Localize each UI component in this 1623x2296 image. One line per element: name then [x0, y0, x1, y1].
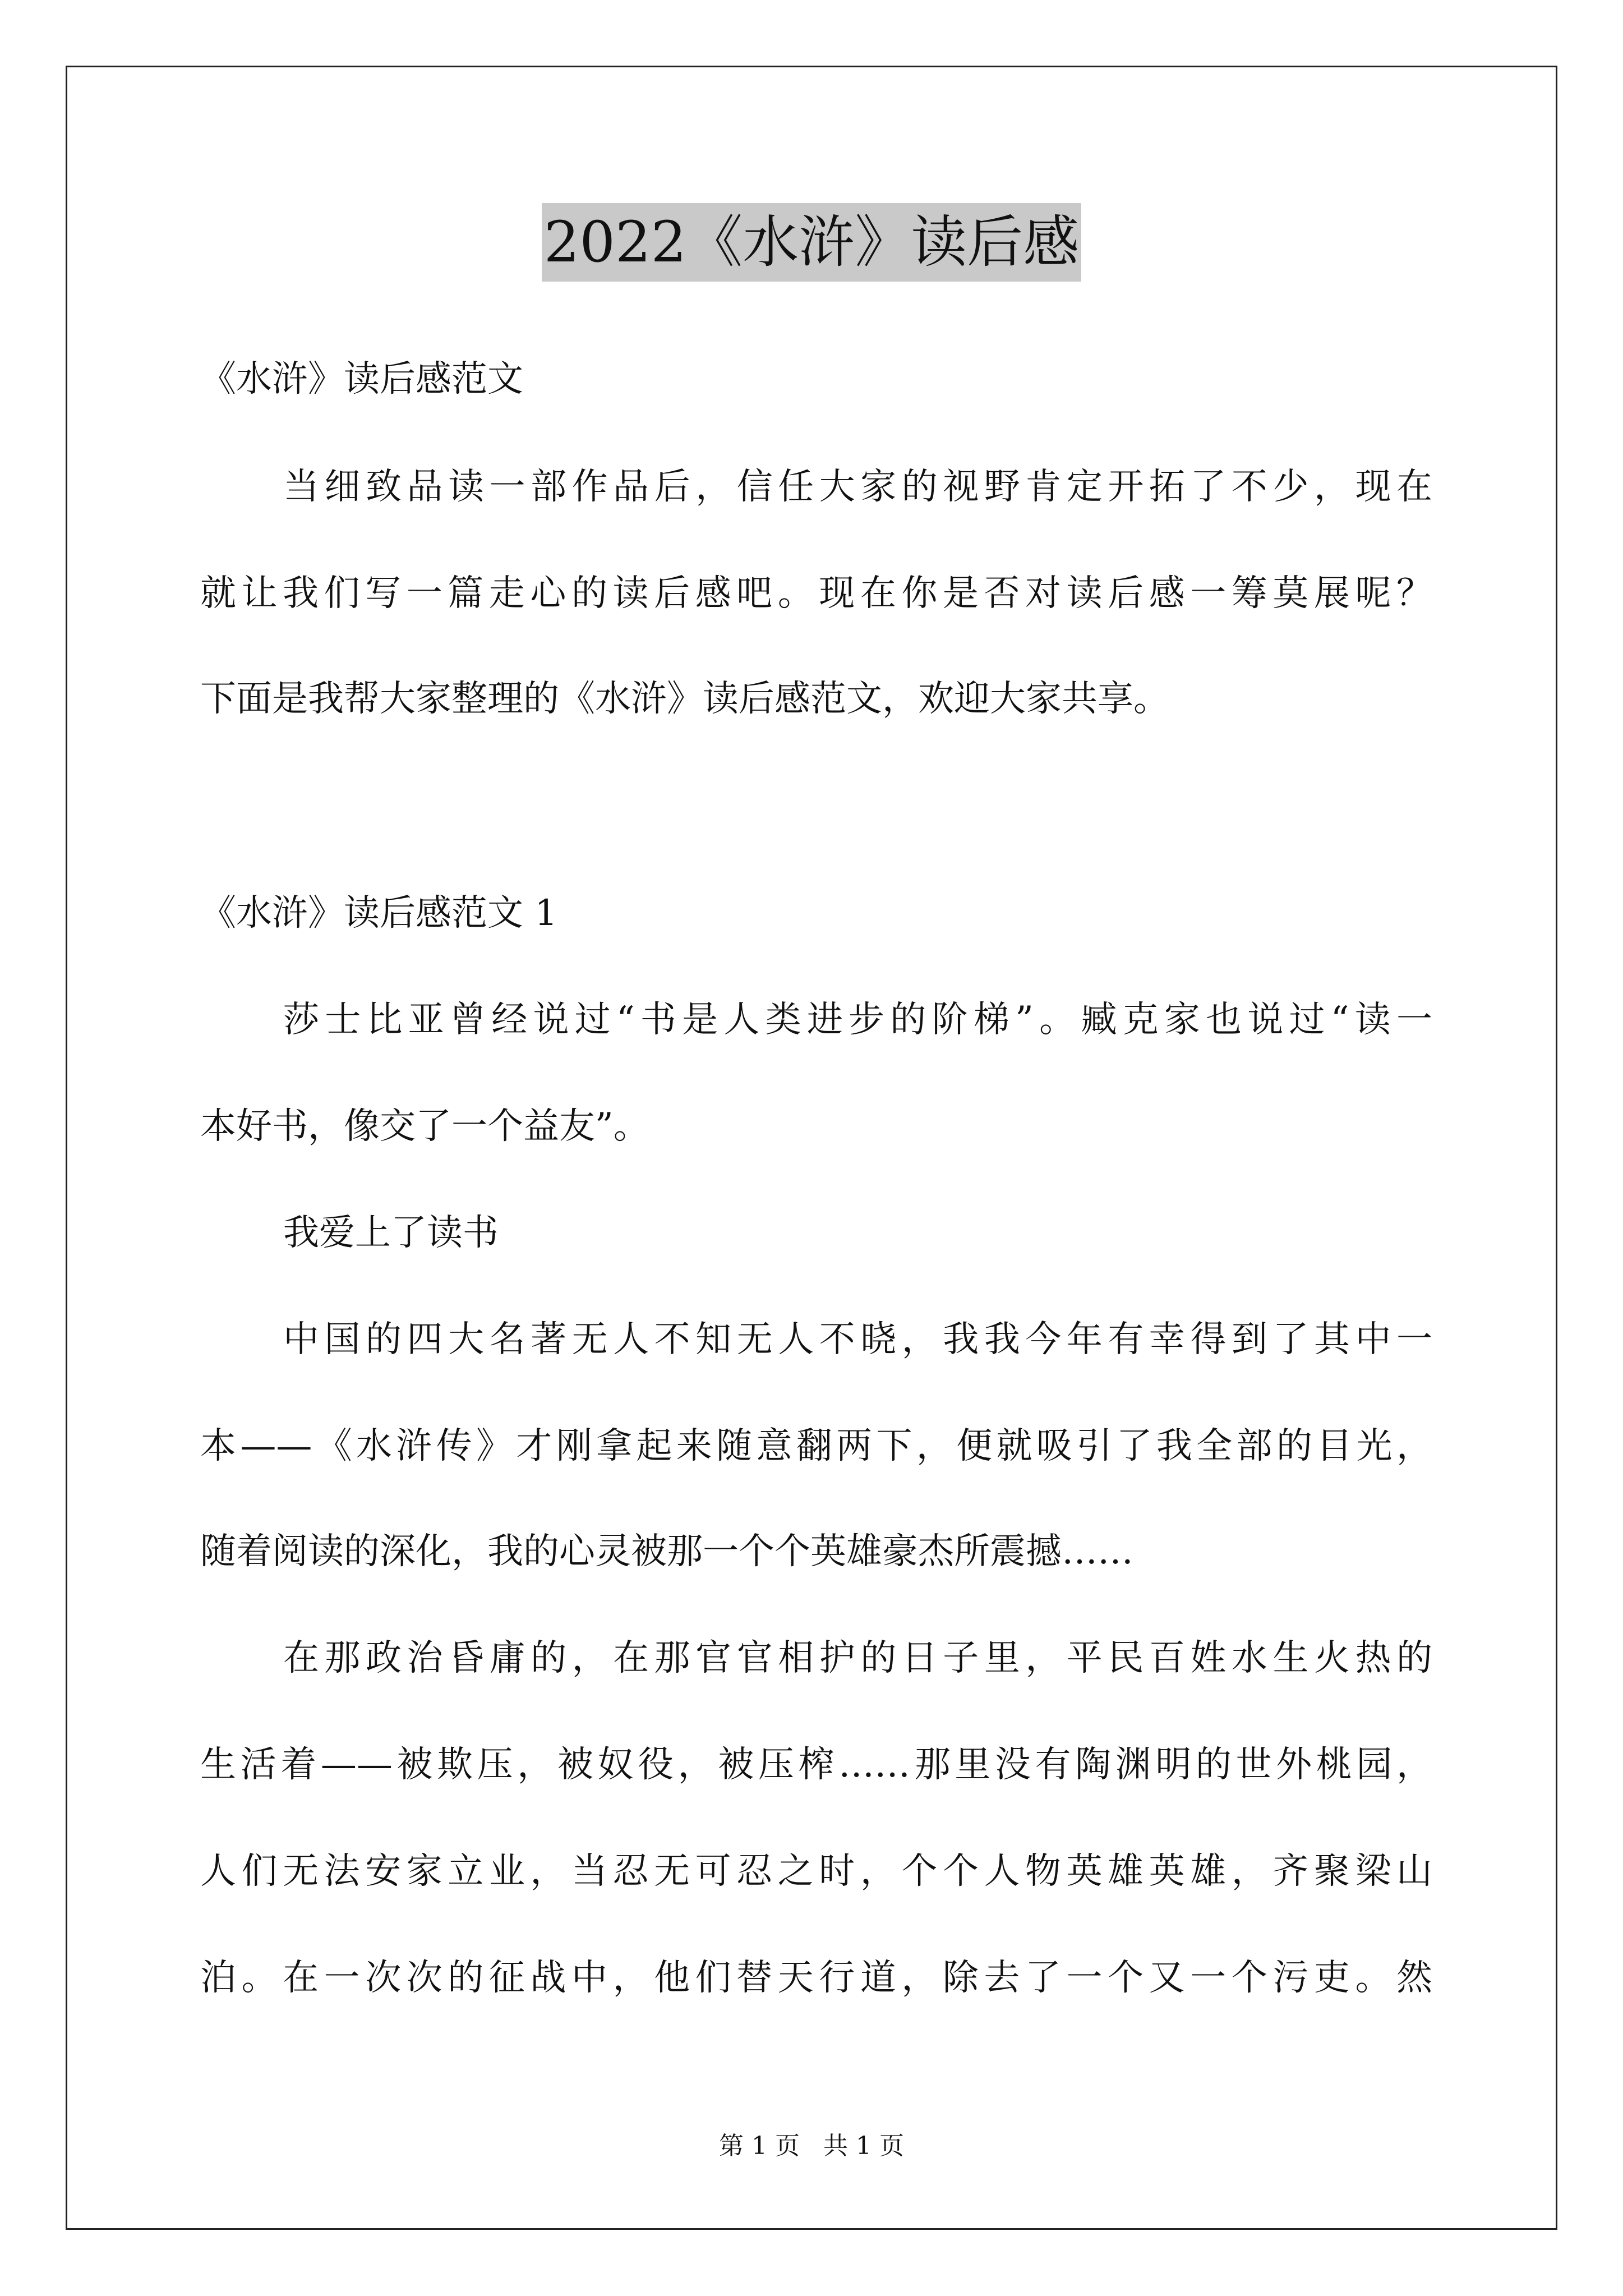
essay-line-9: 人们无法安家立业，当忍无可忍之时，个个人物英雄英雄，齐聚梁山: [200, 1851, 1432, 1892]
intro-line-1: 当细致品读一部作品后，信任大家的视野肯定开拓了不少，现在: [283, 466, 1432, 508]
section-heading: 《水浒》读后感范文: [200, 358, 523, 400]
essay-line-1: 莎士比亚曾经说过“书是人类进步的阶梯”。臧克家也说过“读一: [283, 999, 1432, 1041]
essay-line-4: 中国的四大名著无人不知无人不晓，我我今年有幸得到了其中一: [283, 1319, 1432, 1360]
document-title: 2022《水浒》读后感: [542, 203, 1082, 282]
intro-line-3: 下面是我帮大家整理的《水浒》读后感范文，欢迎大家共享。: [200, 678, 1169, 720]
title-container: [0, 203, 1623, 282]
essay-line-2: 本好书，像交了一个益友”。: [200, 1106, 649, 1147]
essay-line-6: 随着阅读的深化，我的心灵被那一个个英雄豪杰所震撼……: [200, 1531, 1133, 1572]
intro-line-2: 就让我们写一篇走心的读后感吧。现在你是否对读后感一筹莫展呢？: [200, 573, 1432, 614]
page-footer: 第 1 页 共 1 页: [719, 2132, 904, 2160]
essay-line-8: 生活着——被欺压，被奴役，被压榨……那里没有陶渊明的世外桃园，: [200, 1744, 1432, 1786]
essay-line-5: 本——《水浒传》才刚拿起来随意翻两下，便就吸引了我全部的目光，: [200, 1425, 1432, 1467]
essay-heading: 《水浒》读后感范文 1: [200, 892, 558, 934]
essay-line-3: 我爱上了读书: [283, 1212, 499, 1254]
essay-line-10: 泊。在一次次的征战中，他们替天行道，除去了一个又一个污吏。然: [200, 1957, 1432, 1999]
essay-line-7: 在那政治昏庸的，在那官官相护的日子里，平民百姓水生火热的: [283, 1637, 1432, 1679]
